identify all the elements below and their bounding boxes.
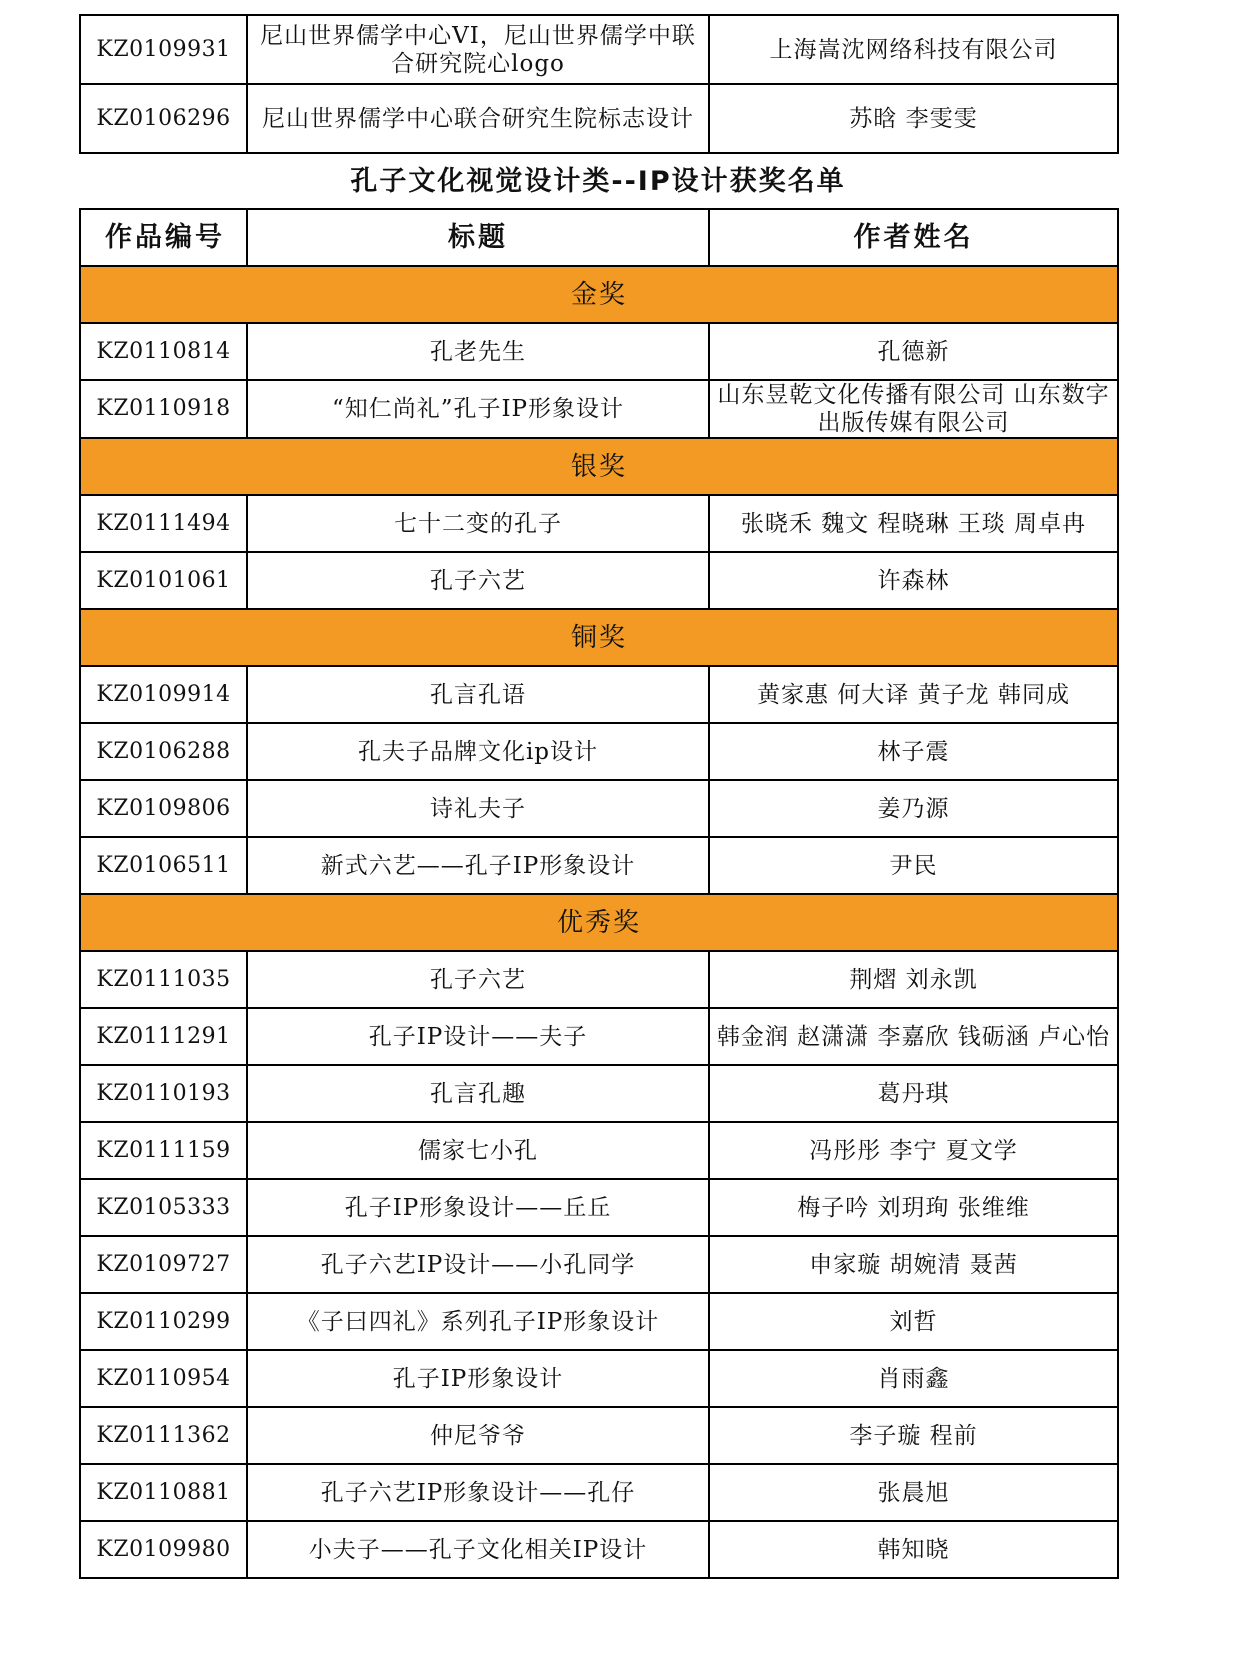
work-id-cell: KZ0110814 [80, 323, 247, 380]
title-cell: 孔子IP形象设计——丘丘 [247, 1179, 709, 1236]
author-cell: 上海嵩沈网络科技有限公司 [709, 15, 1118, 84]
title-cell: 七十二变的孔子 [247, 495, 709, 552]
title-cell: 尼山世界儒学中心联合研究生院标志设计 [247, 84, 709, 153]
title-cell: 孔子IP设计——夫子 [247, 1008, 709, 1065]
award-list-table [79, 208, 1119, 1579]
work-id-cell: KZ0109931 [80, 15, 247, 84]
work-id-cell: KZ0110881 [80, 1464, 247, 1521]
table-header-row [80, 209, 1118, 266]
table-row [80, 666, 1118, 723]
work-id-cell: KZ0110299 [80, 1293, 247, 1350]
table-row [80, 951, 1118, 1008]
award-group-row [80, 894, 1118, 951]
title-cell: 孔言孔趣 [247, 1065, 709, 1122]
table-row [80, 552, 1118, 609]
author-cell: 黄家惠 何大译 黄子龙 韩同成 [709, 666, 1118, 723]
work-id-cell: KZ0109806 [80, 780, 247, 837]
award-group-row [80, 609, 1118, 666]
award-group-label: 铜奖 [80, 609, 1118, 666]
title-cell: 诗礼夫子 [247, 780, 709, 837]
title-cell: 孔言孔语 [247, 666, 709, 723]
author-cell: 苏晗 李雯雯 [709, 84, 1118, 153]
award-group-label: 银奖 [80, 438, 1118, 495]
work-id-cell: KZ0105333 [80, 1179, 247, 1236]
table-row [80, 1236, 1118, 1293]
table-row [80, 1293, 1118, 1350]
author-cell: 许森林 [709, 552, 1118, 609]
title-cell: 尼山世界儒学中心VI，尼山世界儒学中联合研究院心logo [247, 15, 709, 84]
award-list-body [80, 209, 1118, 1578]
title-cell: 《子曰四礼》系列孔子IP形象设计 [247, 1293, 709, 1350]
table-row [80, 1065, 1118, 1122]
title-cell: 孔子六艺IP形象设计——孔仔 [247, 1464, 709, 1521]
author-cell: 尹民 [709, 837, 1118, 894]
work-id-cell: KZ0101061 [80, 552, 247, 609]
work-id-cell: KZ0109980 [80, 1521, 247, 1578]
work-id-cell: KZ0111159 [80, 1122, 247, 1179]
table-row [80, 323, 1118, 380]
header-title: 标题 [247, 209, 709, 266]
work-id-cell: KZ0110954 [80, 1350, 247, 1407]
author-cell: 韩知晓 [709, 1521, 1118, 1578]
table-row [80, 837, 1118, 894]
award-group-row [80, 266, 1118, 323]
author-cell: 张晨旭 [709, 1464, 1118, 1521]
work-id-cell: KZ0110918 [80, 380, 247, 438]
header-author: 作者姓名 [709, 209, 1118, 266]
author-cell: 山东昱乾文化传播有限公司 山东数字出版传媒有限公司 [709, 380, 1118, 438]
work-id-cell: KZ0106511 [80, 837, 247, 894]
title-cell: 小夫子——孔子文化相关IP设计 [247, 1521, 709, 1578]
work-id-cell: KZ0109727 [80, 1236, 247, 1293]
work-id-cell: KZ0111494 [80, 495, 247, 552]
author-cell: 张晓禾 魏文 程晓琳 王琰 周卓冉 [709, 495, 1118, 552]
table-row [80, 15, 1118, 84]
title-cell: “知仁尚礼”孔子IP形象设计 [247, 380, 709, 438]
award-group-label: 优秀奖 [80, 894, 1118, 951]
table-row [80, 780, 1118, 837]
table-row [80, 1464, 1118, 1521]
table-row [80, 380, 1118, 438]
title-cell: 孔子六艺IP设计——小孔同学 [247, 1236, 709, 1293]
title-cell: 孔老先生 [247, 323, 709, 380]
author-cell: 韩金润 赵潇潇 李嘉欣 钱砺涵 卢心怡 [709, 1008, 1118, 1065]
table-row [80, 1350, 1118, 1407]
previous-page-table [79, 14, 1119, 154]
table-row [80, 723, 1118, 780]
award-group-label: 金奖 [80, 266, 1118, 323]
author-cell: 荆熠 刘永凯 [709, 951, 1118, 1008]
author-cell: 申家璇 胡婉清 聂茜 [709, 1236, 1118, 1293]
table-row [80, 495, 1118, 552]
author-cell: 李子璇 程前 [709, 1407, 1118, 1464]
header-id: 作品编号 [80, 209, 247, 266]
author-cell: 肖雨鑫 [709, 1350, 1118, 1407]
title-cell: 孔子IP形象设计 [247, 1350, 709, 1407]
title-cell: 孔子六艺 [247, 951, 709, 1008]
title-cell: 仲尼爷爷 [247, 1407, 709, 1464]
author-cell: 孔德新 [709, 323, 1118, 380]
table-row [80, 1008, 1118, 1065]
author-cell: 梅子吟 刘玥珣 张维维 [709, 1179, 1118, 1236]
title-cell: 孔子六艺 [247, 552, 709, 609]
title-cell: 孔夫子品牌文化ip设计 [247, 723, 709, 780]
work-id-cell: KZ0111362 [80, 1407, 247, 1464]
author-cell: 林子震 [709, 723, 1118, 780]
section-title: 孔子文化视觉设计类--IP设计获奖名单 [350, 166, 846, 197]
author-cell: 刘哲 [709, 1293, 1118, 1350]
work-id-cell: KZ0111035 [80, 951, 247, 1008]
work-id-cell: KZ0106288 [80, 723, 247, 780]
award-group-row [80, 438, 1118, 495]
title-cell: 儒家七小孔 [247, 1122, 709, 1179]
table-row [80, 1179, 1118, 1236]
previous-rows [80, 15, 1118, 153]
author-cell: 姜乃源 [709, 780, 1118, 837]
table-row [80, 1407, 1118, 1464]
work-id-cell: KZ0109914 [80, 666, 247, 723]
author-cell: 葛丹琪 [709, 1065, 1118, 1122]
work-id-cell: KZ0110193 [80, 1065, 247, 1122]
author-cell: 冯彤彤 李宁 夏文学 [709, 1122, 1118, 1179]
work-id-cell: KZ0106296 [80, 84, 247, 153]
table-row [80, 1122, 1118, 1179]
title-cell: 新式六艺——孔子IP形象设计 [247, 837, 709, 894]
work-id-cell: KZ0111291 [80, 1008, 247, 1065]
table-row [80, 84, 1118, 153]
table-row [80, 1521, 1118, 1578]
